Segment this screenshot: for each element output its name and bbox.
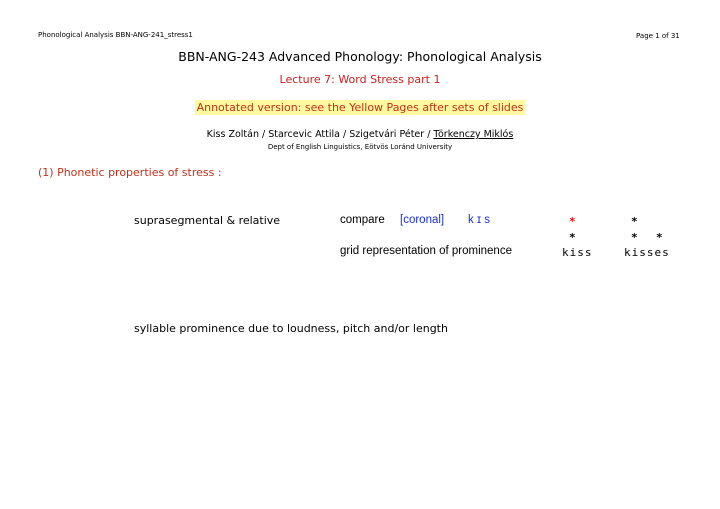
grid-star-kiss-row2: * <box>569 231 576 244</box>
section-heading: (1) Phonetic properties of stress : <box>38 166 222 179</box>
coronal-tag: [coronal] <box>400 214 445 226</box>
word-kiss: kiss <box>562 246 593 259</box>
grid-label: grid representation of prominence <box>340 245 512 257</box>
grid-star-kisses-top: * <box>631 215 638 228</box>
transcription: k ɪ s <box>468 214 490 226</box>
author-link[interactable]: Törkenczy Miklós <box>433 129 514 140</box>
page-title: BBN-ANG-243 Advanced Phonology: Phonological Analysis <box>178 49 542 64</box>
compare-label: compare <box>340 214 385 226</box>
suprasegmental-text: suprasegmental & relative <box>134 214 281 227</box>
annotation-note-wrap <box>0 96 720 115</box>
author-names: Kiss Zoltán / Starcevic Attila / Szigetvári Péter / <box>206 129 434 140</box>
grid-star-kisses-row2a: * <box>631 231 638 244</box>
page-indicator: Page 1 of 31 <box>636 32 680 40</box>
annotation-note: Annotated version: see the Yellow Pages after sets of slides <box>196 101 524 114</box>
header-left: Phonological Analysis BBN-ANG-241_stress1 <box>38 31 193 39</box>
department: Dept of English Linguistics, Eötvös Loránd University <box>267 143 453 151</box>
grid-star-kisses-row2b: * <box>656 231 663 244</box>
authors-line <box>0 129 720 140</box>
lecture-subtitle: Lecture 7: Word Stress part 1 <box>279 73 441 86</box>
word-kisses: kisses <box>624 246 670 259</box>
syllable-note: syllable prominence due to loudness, pitch and/or length <box>134 322 448 335</box>
grid-star-kiss-top: * <box>569 215 576 228</box>
